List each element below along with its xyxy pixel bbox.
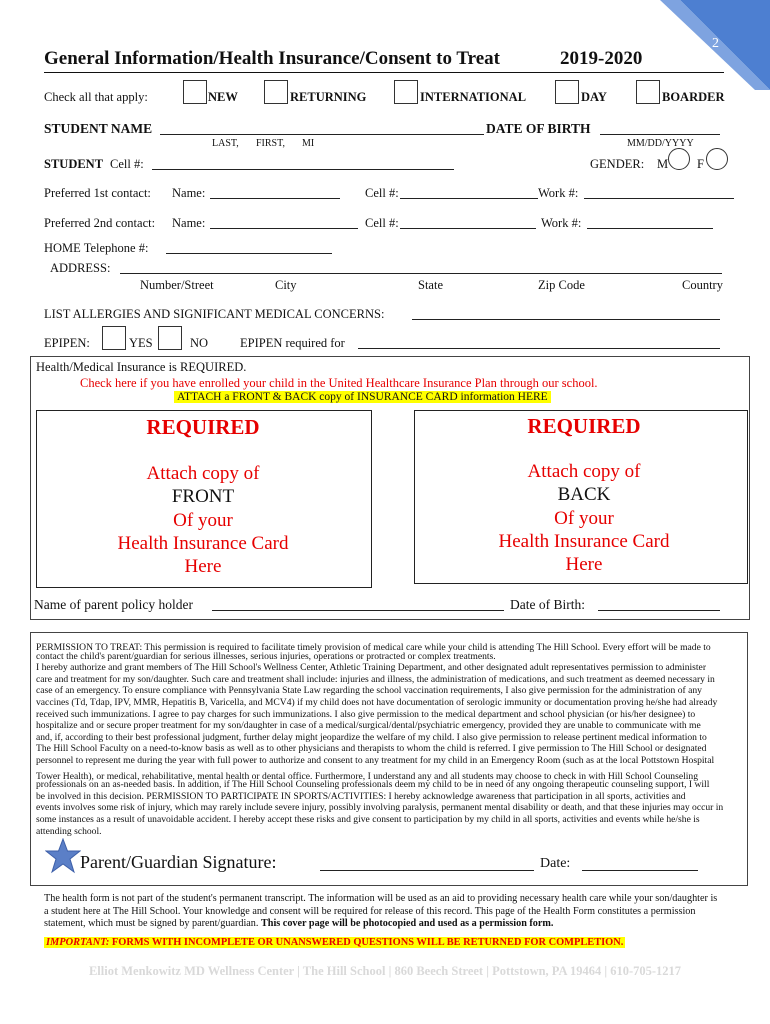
- epipen-label: EPIPEN:: [44, 336, 90, 350]
- signature-date-label: Date:: [540, 856, 571, 871]
- footer-note-text: statement, which must be signed by parent/guardian.: [44, 918, 259, 929]
- first-contact-name-label: Name:: [172, 186, 206, 200]
- page-footer: Elliot Menkowitz MD Wellness Center | The Hill School | 860 Beech Street | Pottstown, PA 19464 | 610-705-1217: [88, 964, 682, 978]
- page-number: 2: [712, 36, 719, 51]
- first-contact-work-label: Work #:: [538, 186, 579, 200]
- permission-line: personnel to represent me during the year with full power to authorize and consent to any treatment for my child in an Emergency Room (such as at the local Pottstown Hospital: [36, 754, 715, 766]
- returning-checkbox[interactable]: [264, 80, 288, 104]
- boarder-label: BOARDER: [662, 90, 725, 104]
- footer-note-line: The health form is not part of the student's permanent transcript. The information will be used as an aid to providing necessary health care while your son/daughter is: [44, 893, 718, 904]
- epipen-yes-label: YES: [129, 336, 153, 350]
- front-line3: Of your: [173, 510, 233, 531]
- signature-date-field[interactable]: [582, 870, 698, 871]
- gender-m-radio[interactable]: [668, 148, 690, 170]
- international-label: INTERNATIONAL: [420, 90, 527, 104]
- home-phone-field[interactable]: [166, 253, 332, 254]
- permission-line: events involves some risk of injury, which may rarely include severe injury, possibly involving paralysis, permanent mental disability or death, and that these injuries may occur in: [36, 802, 724, 814]
- star-icon: [45, 838, 81, 874]
- front-line4: Health Insurance Card: [117, 533, 289, 554]
- epipen-no-label: NO: [190, 336, 209, 350]
- back-line1: Attach copy of: [527, 461, 641, 482]
- back-required: REQUIRED: [527, 414, 641, 438]
- policy-holder-label: Name of parent policy holder: [34, 597, 193, 612]
- last-hint: LAST,: [212, 138, 239, 149]
- policy-holder-dob-label: Date of Birth:: [510, 597, 585, 612]
- allergies-field[interactable]: [412, 319, 720, 320]
- important-text: FORMS WITH INCOMPLETE OR UNANSWERED QUESTIONS WILL BE RETURNED FOR COMPLETION.: [111, 937, 624, 948]
- front-required: REQUIRED: [146, 415, 260, 439]
- student-cell-label: STUDENT: [44, 157, 104, 171]
- allergies-label: LIST ALLERGIES AND SIGNIFICANT MEDICAL CONCERNS:: [44, 307, 385, 321]
- second-contact-label: Preferred 2nd contact:: [44, 216, 156, 230]
- footer-note-bold: This cover page will be photocopied and used as a permission form.: [261, 918, 554, 929]
- permission-line: be involved in this decision. PERMISSION TO PARTICIPATE IN SPORTS/ACTIVITIES: I hereby acknowledge awareness that participation in all sports, activities and: [36, 790, 686, 802]
- second-contact-name-label: Name:: [172, 216, 206, 230]
- permission-line: attending school.: [36, 825, 102, 837]
- student-name-label: STUDENT NAME: [44, 121, 153, 136]
- day-label: DAY: [581, 90, 607, 104]
- address-city-hint: City: [275, 278, 297, 292]
- permission-text: [36, 642, 744, 837]
- attach-card-note: ATTACH a FRONT & BACK copy of INSURANCE CARD information HERE: [174, 391, 551, 403]
- permission-line: received such immunizations. I agree to pay charges for such immunizations. I also give permission to the medical department and school physician (or his/her designee) to: [36, 708, 696, 720]
- permission-line: contact the child's parent/guardian for serious illnesses, serious injuries, operations or protracted or complex treatments.: [36, 650, 496, 662]
- day-checkbox[interactable]: [555, 80, 579, 104]
- permission-line: I hereby authorize and grant members of The Hill School's Wellness Center, Athletic Training Department, and other designated adult representatives permission to administer: [36, 662, 707, 674]
- second-contact-name-field[interactable]: [210, 228, 358, 229]
- address-country-hint: Country: [682, 278, 723, 292]
- student-cell-field[interactable]: [152, 169, 454, 170]
- student-name-field[interactable]: [160, 134, 484, 135]
- first-contact-label: Preferred 1st contact:: [44, 186, 151, 200]
- boarder-checkbox[interactable]: [636, 80, 660, 104]
- insurance-required-label: Health/Medical Insurance is REQUIRED.: [36, 360, 247, 374]
- permission-line: Tower Health), or medical, rehabilitative, mental health or dental office. Furthermore, I understand any and all students may choose to check in with Hill School Counseling: [36, 770, 699, 782]
- policy-holder-dob-field[interactable]: [598, 610, 720, 611]
- signature-label: Parent/Guardian Signature:: [80, 852, 277, 872]
- address-zip-hint: Zip Code: [538, 278, 585, 292]
- address-field[interactable]: [120, 273, 722, 274]
- second-contact-cell-label: Cell #:: [365, 216, 399, 230]
- important-label: IMPORTANT:: [46, 937, 110, 948]
- dob-field[interactable]: [600, 134, 720, 135]
- form-title: General Information/Health Insurance/Consent to Treat: [44, 48, 500, 69]
- address-label: ADDRESS:: [50, 261, 111, 275]
- second-contact-work-field[interactable]: [587, 228, 713, 229]
- permission-line: care and treatment for my son/daughter. Such care and treatment shall include: injuries and illness, the administration of medications, and such treatment as deemed necessary in: [36, 673, 715, 685]
- footer-note: [44, 893, 744, 931]
- permission-line: The Hill School Faculty on a need-to-know basis as well as to other physicians and therapists to whom the child is referred. I give permission to The Hill School or designated: [36, 743, 707, 755]
- back-line3: Of your: [554, 508, 614, 529]
- back-line5: Here: [565, 554, 603, 575]
- permission-line: professionals on an as-needed basis. In addition, if The Hill School Counseling professionals deem my child to be in need of any ongoing therapeutic counseling support, I will: [36, 779, 710, 791]
- permission-line: vaccines (Td, Tdap, IPV, MMR, Hepatitis B, Varicella, and MCV4) if my child does not have documentation of serologic immunity or documentation proving he/she had already: [36, 696, 718, 708]
- gender-f-label: F: [697, 157, 704, 171]
- gender-f-radio[interactable]: [706, 148, 728, 170]
- back-line2: BACK: [557, 484, 611, 505]
- student-cell-label-2: Cell #:: [110, 157, 144, 171]
- permission-line: some instances as a result of unavoidable accident. I hereby accept these risks and give consent to participation by my child in all sports, activities and events while he/she is: [36, 813, 700, 825]
- new-checkbox[interactable]: [183, 80, 207, 104]
- permission-line: hospitalize and or secure proper treatment for my son/daughter in case of a medical/surgical/dental/psychiatric emergency, provided they are unable to communicate with me: [36, 720, 701, 732]
- epipen-required-label: EPIPEN required for: [240, 336, 345, 350]
- first-contact-work-field[interactable]: [584, 198, 734, 199]
- footer-note-line-3: [44, 918, 744, 931]
- dob-label: DATE OF BIRTH: [486, 121, 591, 136]
- policy-holder-field[interactable]: [212, 610, 504, 611]
- dob-format-hint: MM/DD/YYYY: [627, 138, 694, 149]
- permission-line: case of an emergency. To ensure compliance with Pennsylvania State Law regarding the school vaccination requirements, I also give permission for the administration of any: [36, 685, 702, 697]
- first-contact-cell-field[interactable]: [400, 198, 538, 199]
- epipen-required-field[interactable]: [358, 348, 720, 349]
- footer-note-line: a student here at The Hill School. Your knowledge and consent will be required for release of this record. This page of the Health Form constitutes a permission: [44, 905, 696, 917]
- first-hint: FIRST,: [256, 138, 285, 149]
- front-line1: Attach copy of: [146, 463, 260, 484]
- epipen-yes-checkbox[interactable]: [102, 326, 126, 350]
- second-contact-work-label: Work #:: [541, 216, 582, 230]
- uhc-check-text: Check here if you have enrolled your child in the United Healthcare Insurance Plan through our school.: [80, 376, 598, 390]
- apply-label: Check all that apply:: [44, 90, 148, 104]
- gender-label: GENDER:: [590, 157, 645, 171]
- home-phone-label: HOME Telephone #:: [44, 241, 149, 255]
- address-state-hint: State: [418, 278, 443, 292]
- school-year: 2019-2020: [560, 48, 643, 69]
- returning-label: RETURNING: [290, 90, 367, 104]
- new-label: NEW: [208, 90, 238, 104]
- back-line4: Health Insurance Card: [498, 531, 670, 552]
- first-contact-name-field[interactable]: [210, 198, 340, 199]
- international-checkbox[interactable]: [394, 80, 418, 104]
- epipen-no-checkbox[interactable]: [158, 326, 182, 350]
- front-line5: Here: [184, 556, 222, 577]
- address-street-hint: Number/Street: [140, 278, 214, 292]
- signature-field[interactable]: [320, 870, 534, 871]
- gender-m-label: M: [657, 157, 669, 171]
- first-contact-cell-label: Cell #:: [365, 186, 399, 200]
- important-note: [44, 937, 625, 948]
- permission-line: PERMISSION TO TREAT: This permission is required to facilitate timely provision of medical care while your child is attending The Hill School. Every effort will be made to: [36, 642, 711, 653]
- permission-line: and, if, according to their best professional judgment, further delay might jeopardize the welfare of my child. I also give permission to release pertinent medical information to: [36, 731, 707, 743]
- second-contact-cell-field[interactable]: [400, 228, 536, 229]
- front-line2: FRONT: [171, 486, 235, 507]
- mi-hint: MI: [302, 138, 315, 149]
